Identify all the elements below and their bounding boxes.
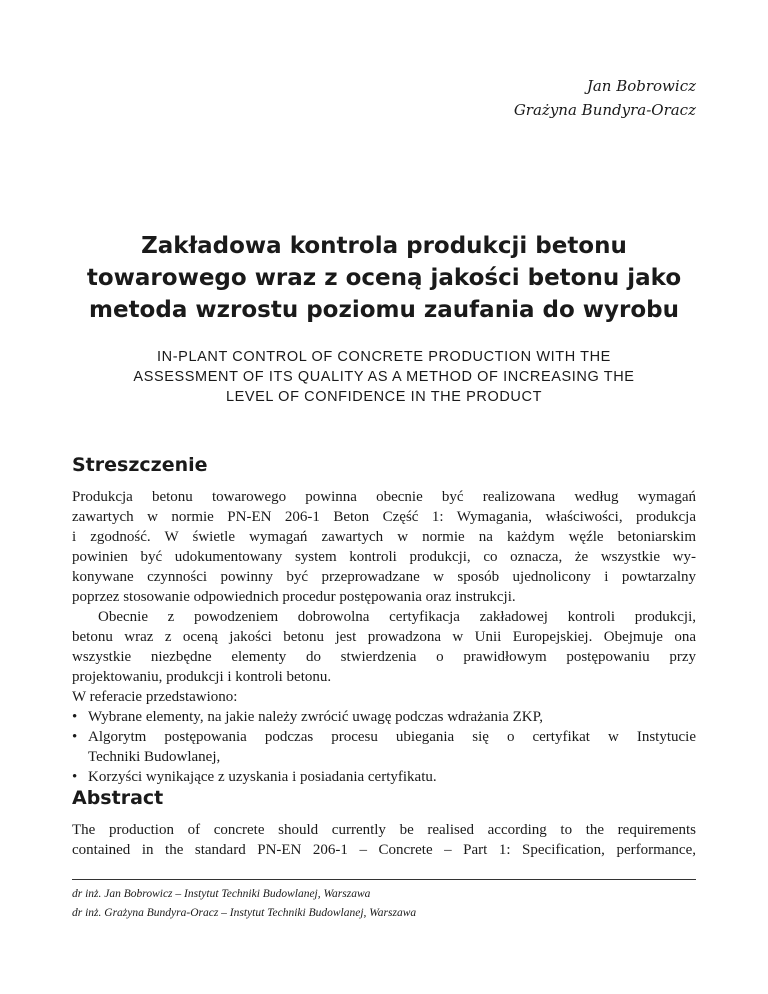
subtitle-line: LEVEL OF CONFIDENCE IN THE PRODUCT	[225, 389, 543, 405]
bullet-item	[72, 707, 696, 727]
body-line: projektowaniu, produkcji i kontroli betonu.	[72, 669, 332, 685]
author-name: Grażyna Bundyra-Oracz	[513, 101, 696, 119]
author-name: Jan Bobrowicz	[586, 77, 696, 95]
authors-block	[514, 74, 696, 122]
abstract-body	[72, 820, 696, 860]
bullet-text: Algorytm postępowania podczas procesu ubiegania się o certyfikat w Instytucie	[88, 729, 696, 745]
body-line: W referacie przedstawiono:	[72, 689, 238, 705]
bullet-symbol: •	[72, 709, 78, 725]
body-line: poprzez stosowanie odpowiednich procedur postępowania oraz instrukcji.	[72, 589, 516, 605]
body-line: wszystkie niezbędne elementy do stwierdzenia o prawidłowym postępowaniu przy	[72, 649, 696, 665]
title-line: towarowego wraz z oceną jakości betonu jako	[86, 265, 682, 291]
streszczenie-body	[72, 487, 696, 787]
body-line: powinien być udokumentowany system kontroli produkcji, co oznacza, że wszystkie wy-	[72, 549, 696, 565]
bullet-symbol: •	[72, 769, 78, 785]
body-line: Produkcja betonu towarowego powinna obecnie być realizowana według wymagań	[72, 489, 696, 505]
title-line: metoda wzrostu poziomu zaufania do wyrobu	[89, 297, 679, 323]
body-line: zawartych w normie PN-EN 206-1 Beton Część 1: Wymagania, właściwości, produkcja	[72, 509, 696, 525]
body-line: contained in the standard PN-EN 206-1 – Concrete – Part 1: Specification, performance,	[72, 842, 696, 858]
subtitle-line: IN-PLANT CONTROL OF CONCRETE PRODUCTION WITH THE	[157, 349, 611, 365]
paper-title	[40, 230, 728, 326]
bullet-continuation: Techniki Budowlanej,	[88, 749, 221, 765]
bullet-item	[72, 767, 696, 787]
footnote: dr inż. Jan Bobrowicz – Instytut Techniki Budowlanej, Warszawa	[72, 888, 371, 900]
bullet-item	[72, 727, 696, 747]
footnotes	[72, 885, 416, 923]
title-line: Zakładowa kontrola produkcji betonu	[141, 233, 627, 259]
abstract-heading: Abstract	[72, 787, 164, 809]
footnote: dr inż. Grażyna Bundyra-Oracz – Instytut Techniki Budowlanej, Warszawa	[72, 907, 417, 919]
paper-subtitle	[60, 347, 708, 407]
body-line: betonu wraz z oceną jakości betonu jest prowadzona w Unii Europejskiej. Obejmuje ona	[72, 629, 696, 645]
subtitle-line: ASSESSMENT OF ITS QUALITY AS A METHOD OF INCREASING THE	[133, 369, 635, 385]
bullet-text: Korzyści wynikające z uzyskania i posiadania certyfikatu.	[88, 769, 437, 785]
body-line: konywane czynności powinny być przeprowadzane w sposób ujednolicony i powtarzalny	[72, 569, 696, 585]
streszczenie-heading: Streszczenie	[72, 454, 208, 476]
footnote-divider	[72, 879, 696, 880]
body-line: i zgodność. W świetle wymagań zawartych w normie na każdym węźle betoniarskim	[72, 529, 696, 545]
body-line: Obecnie z powodzeniem dobrowolna certyfikacja zakładowej kontroli produkcji,	[98, 609, 696, 625]
body-line: The production of concrete should currently be realised according to the requirements	[72, 822, 696, 838]
bullet-symbol: •	[72, 729, 78, 745]
bullet-text: Wybrane elementy, na jakie należy zwrócić uwagę podczas wdrażania ZKP,	[88, 709, 543, 725]
